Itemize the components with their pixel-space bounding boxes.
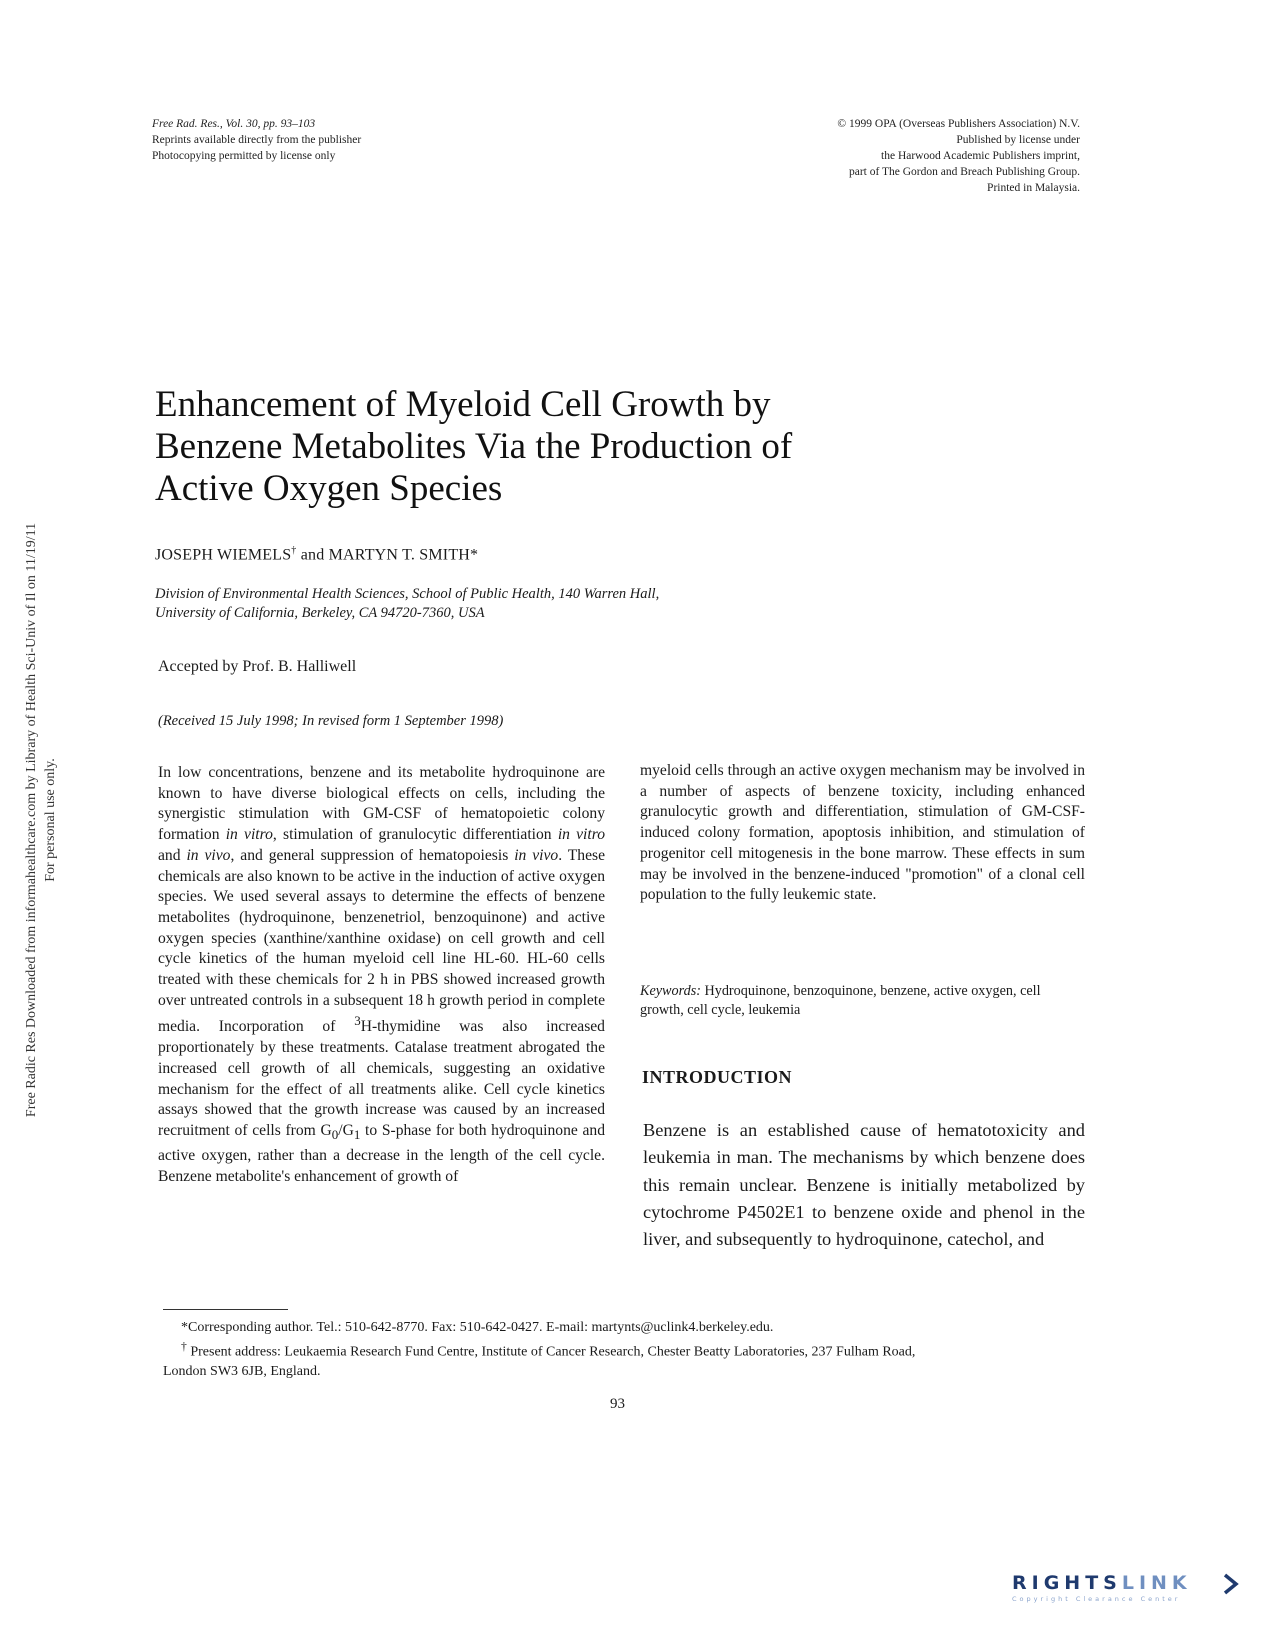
footnote-address [163,1337,1093,1362]
abstract-italic: in vivo [514,846,559,864]
accepted-by: Accepted by Prof. B. Halliwell [158,658,357,675]
citation-line: Photocopying permitted by license only [152,150,336,162]
footnote-text: Present address: Leukaemia Research Fund Centre, Institute of Cancer Research, Chester Beatty Laboratories, 237 Fulham Road, [186,1344,916,1360]
keywords-label: Keywords: [640,983,701,999]
author-connector: and [296,546,329,564]
abstract-text: /G [338,1122,354,1140]
publisher-notice [740,116,1080,196]
keywords-text: Hydroquinone, benzoquinone, benzene, active oxygen, cell growth, cell cycle, leukemia [640,983,1041,1018]
publisher-line: part of The Gordon and Breach Publishing Group. [848,166,1080,178]
watermark-line: Free Radic Res Downloaded from informahealthcare.com by Library of Health Sci-Univ of Il on 11/19/11 [24,522,39,1118]
footnote-mark: † [181,1340,187,1353]
rightslink-logo [1012,1572,1242,1612]
abstract-text: . These chemicals are also known to be active in the induction of active oxygen species. We used several assays to determine the effects of benzene metabolites (hydroquinone, benzenetriol, benzoquinone) and active oxygen species (xanthine/xanthine oxidase) on cell growth and cell cycle kinetics of the human myeloid cell line HL-60. HL-60 cells treated with these chemicals for 2 h in PBS showed increased growth over untreated controls in a subsequent 18 h growth period in complete media. Incorporation of [158,846,606,1036]
chevron-right-icon [1222,1573,1240,1595]
abstract-text: H-thymidine was also increased proportionately by these treatments. Catalase treatment abrogated the increased cell growth of all chemicals, suggesting an oxidative mechanism for the effect of all treatments alike. Cell cycle kinetics assays showed that the growth increase was caused by an increased recruitment of cells from G [158,1018,605,1140]
affiliation-line: Division of Environmental Health Sciences, School of Public Health, 140 Warren Hall, [155,586,660,602]
rightslink-light: LINK [1121,1572,1192,1594]
title-line: Benzene Metabolites Via the Production of [155,426,793,467]
citation-line: Reprints available directly from the publisher [152,134,362,146]
publisher-line: the Harwood Academic Publishers imprint, [881,150,1080,162]
footnote-mark: † [291,545,297,556]
author-list [155,545,478,564]
subscript: 0 [331,1127,339,1143]
publisher-line: Printed in Malaysia. [987,182,1080,194]
journal-citation [152,116,472,164]
author-name: JOSEPH WIEMELS [155,546,292,564]
footnotes [163,1318,1093,1381]
download-watermark [22,460,60,1180]
affiliation-line: University of California, Berkeley, CA 94720-7360, USA [155,605,485,621]
keywords [640,982,1085,1020]
abstract-right-column: myeloid cells through an active oxygen mechanism may be involved in a number of aspects of benzene toxicity, including enhanced granulocytic growth and differentiation, stimulation of GM-CSF-induced colony formation, apoptosis inhibition, and stimulation of progenitor cell mitogenesis in the bone marrow. These effects in sum may be involved in the benzene-induced "promotion" of a clonal cell population to the fully leukemic state. [640,762,1085,904]
rightslink-subtitle: Copyright Clearance Center [1012,1595,1181,1603]
abstract-italic: in vivo [186,846,231,864]
rightslink-wordmark [1012,1572,1242,1594]
abstract-text: to S-phase for both hydroquinone and active oxygen, rather than a decrease in the length of the cell cycle. Benzene metabolite's enhancement of growth of [158,1122,605,1185]
footnote-corresponding: *Corresponding author. Tel.: 510-642-8770. Fax: 510-642-0427. E-mail: martynts@uclink4.berkeley.edu. [181,1320,774,1335]
article-title [155,384,915,510]
superscript: 3 [354,1013,361,1029]
publisher-line: © 1999 OPA (Overseas Publishers Association) N.V. [837,118,1080,130]
abstract-italic: in vitro [225,826,273,844]
introduction-text: Benzene is an established cause of hematotoxicity and leukemia in man. The mechanisms by which benzene does this remain unclear. Benzene is initially metabolized by cytochrome P4502E1 to benzene oxide and phenol in the liver, and subsequently to hydroquinone, catechol, and [643,1120,1085,1250]
page-number: 93 [610,1396,625,1412]
watermark-line: For personal use only. [43,758,58,882]
abstract-text: In low concentrations, benzene and its metabolite hydroquinone are known to have diverse biological effects on cells, including the synergistic stimulation with GM-CSF of hematopoietic colony formation [158,764,605,844]
title-line: Enhancement of Myeloid Cell Growth by [155,384,771,425]
rightslink-dark: RIGHTS [1012,1572,1122,1594]
abstract-left-column [158,763,605,1187]
footnote-divider [163,1309,288,1310]
affiliation [155,585,855,623]
subscript: 1 [353,1127,361,1143]
author-name: MARTYN T. SMITH* [328,546,479,564]
abstract-text: and [158,846,187,864]
abstract-italic: in vitro [557,826,606,844]
abstract-text: , and general suppression of hematopoiesis [230,846,515,864]
citation-line: Free Rad. Res., Vol. 30, pp. 93–103 [152,118,316,130]
received-dates: (Received 15 July 1998; In revised form 1 September 1998) [158,713,504,729]
publisher-line: Published by license under [956,134,1080,146]
section-heading: INTRODUCTION [642,1067,793,1087]
title-line: Active Oxygen Species [155,468,503,509]
abstract-text: , stimulation of granulocytic differentiation [272,826,558,844]
footnote-address-cont: London SW3 6JB, England. [163,1363,321,1379]
